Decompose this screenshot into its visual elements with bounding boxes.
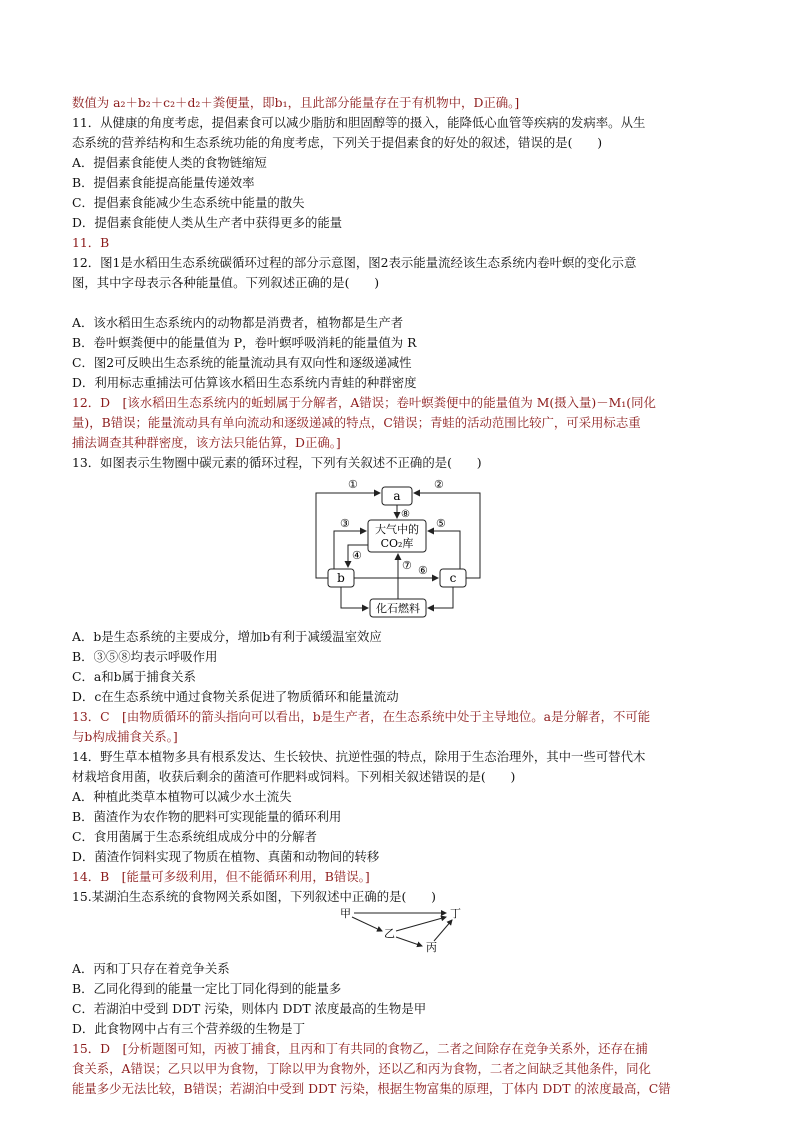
text-line: 图，其中字母表示各种能量值。下列叙述正确的是( ) xyxy=(72,275,380,290)
food-web-svg xyxy=(72,907,724,955)
text-line: B．③⑤⑧均表示呼吸作用 xyxy=(72,649,218,664)
text-line: A．提倡素食能使人类的食物链缩短 xyxy=(72,155,267,170)
label-6: ⑥ xyxy=(418,564,428,577)
label-8: ⑧ xyxy=(401,509,410,520)
arrow-yi-bing xyxy=(396,937,422,946)
section-q11-q12 xyxy=(72,93,724,293)
node-c-label: c xyxy=(449,571,457,585)
text-line: 态系统的营养结构和生态系统功能的角度考虑，下列关于提倡素食的好处的叙述，错误的是( ) xyxy=(72,135,603,150)
text-line: D．此食物网中占有三个营养级的生物是丁 xyxy=(72,1021,305,1036)
arrow-bing-ding xyxy=(434,920,452,941)
document-page xyxy=(72,93,724,1099)
answer-line: 11．B xyxy=(72,235,110,250)
node-jia: 甲 xyxy=(340,907,351,920)
label-2: ② xyxy=(434,478,444,491)
label-4: ④ xyxy=(352,549,362,562)
text-line: 15.某湖泊生态系统的食物网关系如图，下列叙述中正确的是( ) xyxy=(72,889,436,904)
text-line: C．a和b属于捕食关系 xyxy=(72,669,196,684)
answer-line: 能量多少无法比较，B错误；若湖泊中受到 DDT 污染，根据生物富集的原理，丁体内 DDT 的浓度最高，C错 xyxy=(72,1081,671,1096)
figure-placeholder-gap xyxy=(72,293,724,313)
fossil-fuel-label: 化石燃料 xyxy=(376,602,420,615)
carbon-cycle-svg xyxy=(72,475,724,623)
answer-line: 13．C [由物质循环的箭头指向可以看出，b是生产者，在生态系统中处于主导地位。a是分解者，不可能 xyxy=(72,709,651,724)
node-bing: 丙 xyxy=(426,941,437,954)
answer-line: 15．D [分析题图可知，丙被丁捕食，且丙和丁有共同的食物乙，二者之间除存在竞争关系外，还存在捕 xyxy=(72,1041,648,1056)
text-line: D．菌渣作饲料实现了物质在植物、真菌和动物间的转移 xyxy=(72,849,380,864)
text-line: 材栽培食用菌，收获后剩余的菌渣可作肥料或饲料。下列相关叙述错误的是( ) xyxy=(72,769,516,784)
carbon-cycle-diagram xyxy=(72,475,724,623)
text-line: B．提倡素食能提高能量传递效率 xyxy=(72,175,255,190)
text-line: 13．如图表示生物圈中碳元素的循环过程，下列有关叙述不正确的是( ) xyxy=(72,455,482,470)
text-line: 12．图1是水稻田生态系统碳循环过程的部分示意图，图2表示能量流经该生态系统内卷叶螟的变化示意 xyxy=(72,255,637,270)
food-web-diagram xyxy=(72,907,724,955)
answer-line: 12．D [该水稻田生态系统内的蚯蚓属于分解者，A错误；卷叶螟粪便中的能量值为 M(摄入量)－M₁(同化 xyxy=(72,395,656,410)
section-q13-q15 xyxy=(72,627,724,907)
co2-pool-label-2: CO₂库 xyxy=(380,537,414,550)
text-line: B．菌渣作为农作物的肥料可实现能量的循环利用 xyxy=(72,809,342,824)
answer-line: 数值为 a₂＋b₂＋c₂＋d₂＋粪便量，即b₁，且此部分能量存在于有机物中，D正确。] xyxy=(72,95,520,110)
answer-line: 量)，B错误；能量流动具有单向流动和逐级递减的特点，C错误；青蛙的活动范围比较广，可采用标志重 xyxy=(72,415,641,430)
label-1: ① xyxy=(348,478,358,491)
arrow-5 xyxy=(428,531,460,569)
node-a-label: a xyxy=(393,489,401,503)
text-line: D．提倡素食能使人类从生产者中获得更多的能量 xyxy=(72,215,343,230)
answer-line: 食关系，A错误；乙只以甲为食物，丁除以甲为食物外，还以乙和丙为食物，二者之间缺乏其他条件，同化 xyxy=(72,1061,651,1076)
section-q12-q13 xyxy=(72,313,724,473)
text-line: A．丙和丁只存在着竞争关系 xyxy=(72,961,230,976)
text-line: C．食用菌属于生态系统组成成分中的分解者 xyxy=(72,829,317,844)
label-3: ③ xyxy=(340,517,350,530)
arrow-c-fossil xyxy=(428,587,453,608)
text-line: B．乙同化得到的能量一定比丁同化得到的能量多 xyxy=(72,981,342,996)
text-line: 11．从健康的角度考虑，提倡素食可以减少脂肪和胆固醇等的摄入，能降低心血管等疾病的发病率。从生 xyxy=(72,115,646,130)
arrow-jia-yi xyxy=(352,917,382,931)
text-line: B．卷叶螟粪便中的能量值为 P，卷叶螟呼吸消耗的能量值为 R xyxy=(72,335,417,350)
answer-line: 与b构成捕食关系。] xyxy=(72,729,178,744)
node-yi: 乙 xyxy=(384,927,395,940)
section-q15-options xyxy=(72,959,724,1099)
text-line: D．c在生态系统中通过食物关系促进了物质循环和能量流动 xyxy=(72,689,399,704)
arrow-b-fossil xyxy=(341,587,368,608)
answer-line: 捕法调查其种群密度，该方法只能估算，D正确。] xyxy=(72,435,341,450)
co2-pool-label-1: 大气中的 xyxy=(375,523,419,536)
text-line: A．b是生态系统的主要成分，增加b有利于减缓温室效应 xyxy=(72,629,382,644)
text-line: C．提倡素食能减少生态系统中能量的散失 xyxy=(72,195,305,210)
text-line: C．图2可反映出生态系统的能量流动具有双向性和逐级递减性 xyxy=(72,355,412,370)
label-5: ⑤ xyxy=(436,517,446,530)
text-line: A．种植此类草本植物可以减少水土流失 xyxy=(72,789,292,804)
arrow-yi-ding xyxy=(396,917,446,931)
text-line: A．该水稻田生态系统内的动物都是消费者，植物都是生产者 xyxy=(72,315,404,330)
node-ding: 丁 xyxy=(450,907,461,920)
text-line: 14．野生草本植物多具有根系发达、生长较快、抗逆性强的特点，除用于生态治理外，其中一些可替代木 xyxy=(72,749,646,764)
text-line: D．利用标志重捕法可估算该水稻田生态系统内青蛙的种群密度 xyxy=(72,375,417,390)
text-line: C．若湖泊中受到 DDT 污染，则体内 DDT 浓度最高的生物是甲 xyxy=(72,1001,427,1016)
answer-line: 14．B [能量可多级利用，但不能循环利用，B错误。] xyxy=(72,869,370,884)
label-7: ⑦ xyxy=(402,559,412,572)
node-b-label: b xyxy=(337,571,345,585)
